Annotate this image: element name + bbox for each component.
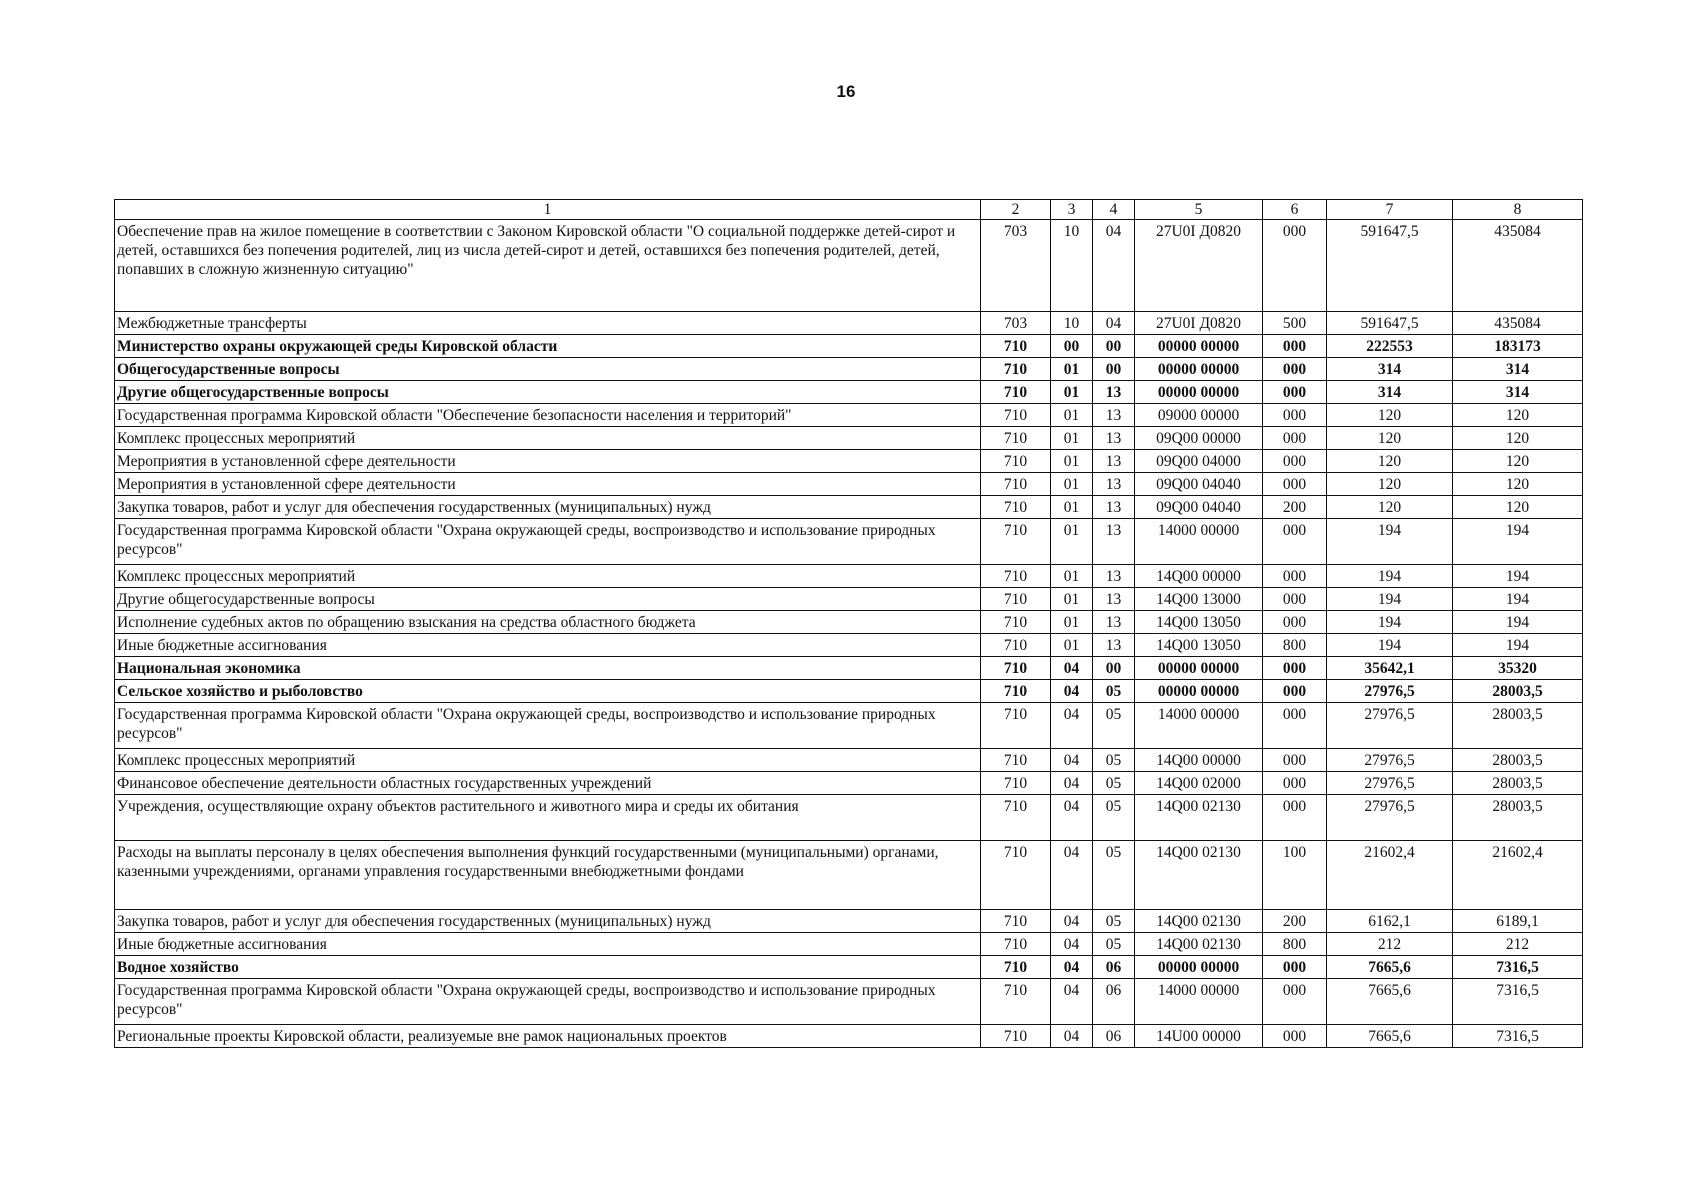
expense-type: 000 xyxy=(1263,956,1327,979)
table-row xyxy=(115,404,1583,427)
subsection-code: 05 xyxy=(1093,795,1135,841)
budget-code: 710 xyxy=(981,772,1051,795)
amount-year-2: 6189,1 xyxy=(1453,910,1583,933)
budget-table xyxy=(114,199,1583,1048)
expense-type: 000 xyxy=(1263,1025,1327,1048)
section-code: 04 xyxy=(1051,795,1093,841)
amount-year-1: 120 xyxy=(1327,496,1453,519)
subsection-code: 13 xyxy=(1093,381,1135,404)
budget-code: 710 xyxy=(981,1025,1051,1048)
subsection-code: 05 xyxy=(1093,933,1135,956)
subsection-code: 00 xyxy=(1093,657,1135,680)
section-code: 04 xyxy=(1051,841,1093,910)
expense-type: 000 xyxy=(1263,565,1327,588)
expense-type: 200 xyxy=(1263,496,1327,519)
table-row xyxy=(115,335,1583,358)
row-name: Закупка товаров, работ и услуг для обеспечения государственных (муниципальных) нужд xyxy=(115,910,981,933)
target-article: 14Q00 02130 xyxy=(1135,841,1263,910)
subsection-code: 13 xyxy=(1093,611,1135,634)
header-row xyxy=(115,200,1583,220)
budget-code: 710 xyxy=(981,680,1051,703)
amount-year-1: 120 xyxy=(1327,427,1453,450)
amount-year-1: 314 xyxy=(1327,381,1453,404)
subsection-code: 13 xyxy=(1093,519,1135,565)
subsection-code: 13 xyxy=(1093,565,1135,588)
amount-year-1: 314 xyxy=(1327,358,1453,381)
amount-year-2: 314 xyxy=(1453,381,1583,404)
budget-code: 710 xyxy=(981,979,1051,1025)
amount-year-1: 27976,5 xyxy=(1327,749,1453,772)
table-row xyxy=(115,312,1583,335)
section-code: 10 xyxy=(1051,220,1093,312)
expense-type: 000 xyxy=(1263,427,1327,450)
row-name: Сельское хозяйство и рыболовство xyxy=(115,680,981,703)
amount-year-2: 194 xyxy=(1453,519,1583,565)
expense-type: 000 xyxy=(1263,795,1327,841)
section-code: 04 xyxy=(1051,749,1093,772)
section-code: 04 xyxy=(1051,1025,1093,1048)
target-article: 14Q00 00000 xyxy=(1135,565,1263,588)
subsection-code: 13 xyxy=(1093,404,1135,427)
expense-type: 800 xyxy=(1263,634,1327,657)
table-row xyxy=(115,381,1583,404)
row-name: Государственная программа Кировской области "Охрана окружающей среды, воспроизводство и использование природных ресурсов" xyxy=(115,519,981,565)
target-article: 09Q00 04040 xyxy=(1135,473,1263,496)
row-name: Иные бюджетные ассигнования xyxy=(115,933,981,956)
amount-year-1: 27976,5 xyxy=(1327,772,1453,795)
target-article: 14Q00 02130 xyxy=(1135,795,1263,841)
budget-code: 710 xyxy=(981,496,1051,519)
amount-year-2: 28003,5 xyxy=(1453,772,1583,795)
amount-year-2: 120 xyxy=(1453,473,1583,496)
subsection-code: 05 xyxy=(1093,703,1135,749)
amount-year-2: 194 xyxy=(1453,565,1583,588)
expense-type: 000 xyxy=(1263,657,1327,680)
subsection-code: 13 xyxy=(1093,427,1135,450)
expense-type: 000 xyxy=(1263,588,1327,611)
row-name: Водное хозяйство xyxy=(115,956,981,979)
subsection-code: 06 xyxy=(1093,956,1135,979)
amount-year-1: 27976,5 xyxy=(1327,795,1453,841)
amount-year-2: 435084 xyxy=(1453,220,1583,312)
table-row xyxy=(115,611,1583,634)
amount-year-1: 222553 xyxy=(1327,335,1453,358)
subsection-code: 13 xyxy=(1093,473,1135,496)
subsection-code: 00 xyxy=(1093,335,1135,358)
row-name: Комплекс процессных мероприятий xyxy=(115,565,981,588)
amount-year-1: 194 xyxy=(1327,519,1453,565)
target-article: 14Q00 02130 xyxy=(1135,933,1263,956)
target-article: 00000 00000 xyxy=(1135,381,1263,404)
amount-year-1: 7665,6 xyxy=(1327,979,1453,1025)
subsection-code: 13 xyxy=(1093,634,1135,657)
budget-code: 710 xyxy=(981,611,1051,634)
target-article: 00000 00000 xyxy=(1135,680,1263,703)
row-name: Государственная программа Кировской области "Обеспечение безопасности населения и территорий" xyxy=(115,404,981,427)
page-number: 16 xyxy=(836,82,856,101)
budget-code: 710 xyxy=(981,381,1051,404)
row-name: Министерство охраны окружающей среды Кировской области xyxy=(115,335,981,358)
expense-type: 000 xyxy=(1263,358,1327,381)
amount-year-1: 591647,5 xyxy=(1327,312,1453,335)
expense-type: 000 xyxy=(1263,979,1327,1025)
target-article: 00000 00000 xyxy=(1135,956,1263,979)
subsection-code: 05 xyxy=(1093,910,1135,933)
row-name: Комплекс процессных мероприятий xyxy=(115,427,981,450)
column-header: 7 xyxy=(1327,200,1453,220)
target-article: 00000 00000 xyxy=(1135,335,1263,358)
row-name: Иные бюджетные ассигнования xyxy=(115,634,981,657)
expense-type: 000 xyxy=(1263,220,1327,312)
table-row xyxy=(115,588,1583,611)
table-row xyxy=(115,772,1583,795)
expense-type: 000 xyxy=(1263,519,1327,565)
amount-year-2: 120 xyxy=(1453,427,1583,450)
amount-year-1: 7665,6 xyxy=(1327,1025,1453,1048)
subsection-code: 00 xyxy=(1093,358,1135,381)
row-name: Другие общегосударственные вопросы xyxy=(115,381,981,404)
budget-code: 710 xyxy=(981,634,1051,657)
row-name: Государственная программа Кировской области "Охрана окружающей среды, воспроизводство и использование природных ресурсов" xyxy=(115,703,981,749)
amount-year-1: 194 xyxy=(1327,634,1453,657)
section-code: 10 xyxy=(1051,312,1093,335)
expense-type: 100 xyxy=(1263,841,1327,910)
budget-code: 710 xyxy=(981,910,1051,933)
table-row xyxy=(115,427,1583,450)
section-code: 04 xyxy=(1051,979,1093,1025)
section-code: 01 xyxy=(1051,427,1093,450)
expense-type: 200 xyxy=(1263,910,1327,933)
expense-type: 000 xyxy=(1263,335,1327,358)
target-article: 14Q00 02130 xyxy=(1135,910,1263,933)
expense-type: 000 xyxy=(1263,473,1327,496)
budget-code: 703 xyxy=(981,220,1051,312)
table-row xyxy=(115,979,1583,1025)
amount-year-2: 28003,5 xyxy=(1453,749,1583,772)
amount-year-1: 35642,1 xyxy=(1327,657,1453,680)
budget-code: 710 xyxy=(981,933,1051,956)
row-name: Мероприятия в установленной сфере деятельности xyxy=(115,450,981,473)
subsection-code: 06 xyxy=(1093,979,1135,1025)
expense-type: 000 xyxy=(1263,381,1327,404)
target-article: 09Q00 00000 xyxy=(1135,427,1263,450)
table-row xyxy=(115,749,1583,772)
amount-year-2: 7316,5 xyxy=(1453,979,1583,1025)
budget-code: 710 xyxy=(981,657,1051,680)
amount-year-1: 120 xyxy=(1327,473,1453,496)
row-name: Учреждения, осуществляющие охрану объектов растительного и животного мира и среды их обитания xyxy=(115,795,981,841)
row-name: Региональные проекты Кировской области, реализуемые вне рамок национальных проектов xyxy=(115,1025,981,1048)
section-code: 01 xyxy=(1051,565,1093,588)
row-name: Обеспечение прав на жилое помещение в соответствии с Законом Кировской области "О социальной поддержке детей-сирот и детей, оставшихся без попечения родителей, лиц из числа детей-сирот и детей, оставшихся без попечения родителей, детей, попавших в сложную жизненную ситуацию" xyxy=(115,220,981,312)
subsection-code: 04 xyxy=(1093,220,1135,312)
subsection-code: 06 xyxy=(1093,1025,1135,1048)
amount-year-1: 27976,5 xyxy=(1327,680,1453,703)
budget-code: 710 xyxy=(981,358,1051,381)
target-article: 14000 00000 xyxy=(1135,979,1263,1025)
amount-year-2: 120 xyxy=(1453,450,1583,473)
target-article: 00000 00000 xyxy=(1135,358,1263,381)
budget-code: 710 xyxy=(981,841,1051,910)
expense-type: 000 xyxy=(1263,611,1327,634)
amount-year-2: 21602,4 xyxy=(1453,841,1583,910)
amount-year-2: 194 xyxy=(1453,588,1583,611)
budget-code: 710 xyxy=(981,703,1051,749)
expense-type: 000 xyxy=(1263,772,1327,795)
table-row xyxy=(115,933,1583,956)
amount-year-1: 194 xyxy=(1327,588,1453,611)
amount-year-2: 120 xyxy=(1453,496,1583,519)
subsection-code: 05 xyxy=(1093,772,1135,795)
target-article: 27U0I Д0820 xyxy=(1135,220,1263,312)
budget-code: 710 xyxy=(981,795,1051,841)
row-name: Комплекс процессных мероприятий xyxy=(115,749,981,772)
target-article: 14Q00 02000 xyxy=(1135,772,1263,795)
row-name: Межбюджетные трансферты xyxy=(115,312,981,335)
row-name: Общегосударственные вопросы xyxy=(115,358,981,381)
target-article: 09000 00000 xyxy=(1135,404,1263,427)
budget-code: 710 xyxy=(981,450,1051,473)
column-header: 8 xyxy=(1453,200,1583,220)
table-row xyxy=(115,703,1583,749)
amount-year-2: 7316,5 xyxy=(1453,956,1583,979)
budget-code: 710 xyxy=(981,427,1051,450)
amount-year-1: 212 xyxy=(1327,933,1453,956)
table-row xyxy=(115,565,1583,588)
amount-year-1: 591647,5 xyxy=(1327,220,1453,312)
row-name: Закупка товаров, работ и услуг для обеспечения государственных (муниципальных) нужд xyxy=(115,496,981,519)
target-article: 09Q00 04040 xyxy=(1135,496,1263,519)
table-row xyxy=(115,1025,1583,1048)
target-article: 09Q00 04000 xyxy=(1135,450,1263,473)
section-code: 01 xyxy=(1051,588,1093,611)
expense-type: 000 xyxy=(1263,404,1327,427)
row-name: Исполнение судебных актов по обращению взыскания на средства областного бюджета xyxy=(115,611,981,634)
amount-year-2: 435084 xyxy=(1453,312,1583,335)
table-row xyxy=(115,841,1583,910)
amount-year-1: 194 xyxy=(1327,565,1453,588)
column-header: 3 xyxy=(1051,200,1093,220)
target-article: 14000 00000 xyxy=(1135,519,1263,565)
amount-year-1: 6162,1 xyxy=(1327,910,1453,933)
subsection-code: 13 xyxy=(1093,450,1135,473)
amount-year-2: 35320 xyxy=(1453,657,1583,680)
column-header: 5 xyxy=(1135,200,1263,220)
amount-year-1: 120 xyxy=(1327,450,1453,473)
column-header: 2 xyxy=(981,200,1051,220)
target-article: 14Q00 13050 xyxy=(1135,634,1263,657)
column-header: 4 xyxy=(1093,200,1135,220)
section-code: 01 xyxy=(1051,358,1093,381)
row-name: Государственная программа Кировской области "Охрана окружающей среды, воспроизводство и использование природных ресурсов" xyxy=(115,979,981,1025)
table-row xyxy=(115,680,1583,703)
amount-year-2: 28003,5 xyxy=(1453,703,1583,749)
budget-code: 710 xyxy=(981,588,1051,611)
table-row xyxy=(115,910,1583,933)
table-row xyxy=(115,634,1583,657)
budget-code: 710 xyxy=(981,749,1051,772)
row-name: Расходы на выплаты персоналу в целях обеспечения выполнения функций государственными (муниципальными) органами, казенными учреждениями, органами управления государственными внебюджетными фондами xyxy=(115,841,981,910)
budget-code: 710 xyxy=(981,565,1051,588)
target-article: 14000 00000 xyxy=(1135,703,1263,749)
amount-year-2: 194 xyxy=(1453,611,1583,634)
amount-year-2: 314 xyxy=(1453,358,1583,381)
row-name: Национальная экономика xyxy=(115,657,981,680)
expense-type: 000 xyxy=(1263,680,1327,703)
target-article: 14U00 00000 xyxy=(1135,1025,1263,1048)
target-article: 00000 00000 xyxy=(1135,657,1263,680)
amount-year-2: 183173 xyxy=(1453,335,1583,358)
section-code: 01 xyxy=(1051,404,1093,427)
column-header: 6 xyxy=(1263,200,1327,220)
table-row xyxy=(115,795,1583,841)
table-row xyxy=(115,450,1583,473)
amount-year-2: 7316,5 xyxy=(1453,1025,1583,1048)
section-code: 01 xyxy=(1051,496,1093,519)
section-code: 04 xyxy=(1051,956,1093,979)
amount-year-2: 212 xyxy=(1453,933,1583,956)
amount-year-2: 120 xyxy=(1453,404,1583,427)
section-code: 01 xyxy=(1051,634,1093,657)
section-code: 04 xyxy=(1051,772,1093,795)
target-article: 14Q00 13000 xyxy=(1135,588,1263,611)
table-row xyxy=(115,519,1583,565)
column-header: 1 xyxy=(115,200,981,220)
amount-year-2: 28003,5 xyxy=(1453,795,1583,841)
subsection-code: 05 xyxy=(1093,749,1135,772)
section-code: 04 xyxy=(1051,680,1093,703)
amount-year-1: 194 xyxy=(1327,611,1453,634)
row-name: Другие общегосударственные вопросы xyxy=(115,588,981,611)
section-code: 01 xyxy=(1051,450,1093,473)
amount-year-2: 194 xyxy=(1453,634,1583,657)
section-code: 01 xyxy=(1051,611,1093,634)
section-code: 04 xyxy=(1051,703,1093,749)
budget-code: 710 xyxy=(981,404,1051,427)
budget-code: 710 xyxy=(981,956,1051,979)
row-name: Финансовое обеспечение деятельности областных государственных учреждений xyxy=(115,772,981,795)
table-row xyxy=(115,358,1583,381)
amount-year-1: 7665,6 xyxy=(1327,956,1453,979)
section-code: 01 xyxy=(1051,473,1093,496)
amount-year-1: 27976,5 xyxy=(1327,703,1453,749)
row-name: Мероприятия в установленной сфере деятельности xyxy=(115,473,981,496)
budget-code: 703 xyxy=(981,312,1051,335)
amount-year-2: 28003,5 xyxy=(1453,680,1583,703)
table-row xyxy=(115,220,1583,312)
subsection-code: 05 xyxy=(1093,841,1135,910)
expense-type: 000 xyxy=(1263,749,1327,772)
subsection-code: 13 xyxy=(1093,496,1135,519)
table-row xyxy=(115,496,1583,519)
target-article: 27U0I Д0820 xyxy=(1135,312,1263,335)
expense-type: 000 xyxy=(1263,703,1327,749)
section-code: 04 xyxy=(1051,933,1093,956)
table-row xyxy=(115,956,1583,979)
amount-year-1: 21602,4 xyxy=(1327,841,1453,910)
target-article: 14Q00 13050 xyxy=(1135,611,1263,634)
budget-code: 710 xyxy=(981,473,1051,496)
section-code: 04 xyxy=(1051,910,1093,933)
expense-type: 500 xyxy=(1263,312,1327,335)
subsection-code: 05 xyxy=(1093,680,1135,703)
section-code: 01 xyxy=(1051,519,1093,565)
expense-type: 800 xyxy=(1263,933,1327,956)
table-row xyxy=(115,657,1583,680)
section-code: 04 xyxy=(1051,657,1093,680)
table-row xyxy=(115,473,1583,496)
section-code: 01 xyxy=(1051,381,1093,404)
budget-code: 710 xyxy=(981,519,1051,565)
amount-year-1: 120 xyxy=(1327,404,1453,427)
target-article: 14Q00 00000 xyxy=(1135,749,1263,772)
budget-code: 710 xyxy=(981,335,1051,358)
expense-type: 000 xyxy=(1263,450,1327,473)
section-code: 00 xyxy=(1051,335,1093,358)
subsection-code: 13 xyxy=(1093,588,1135,611)
subsection-code: 04 xyxy=(1093,312,1135,335)
